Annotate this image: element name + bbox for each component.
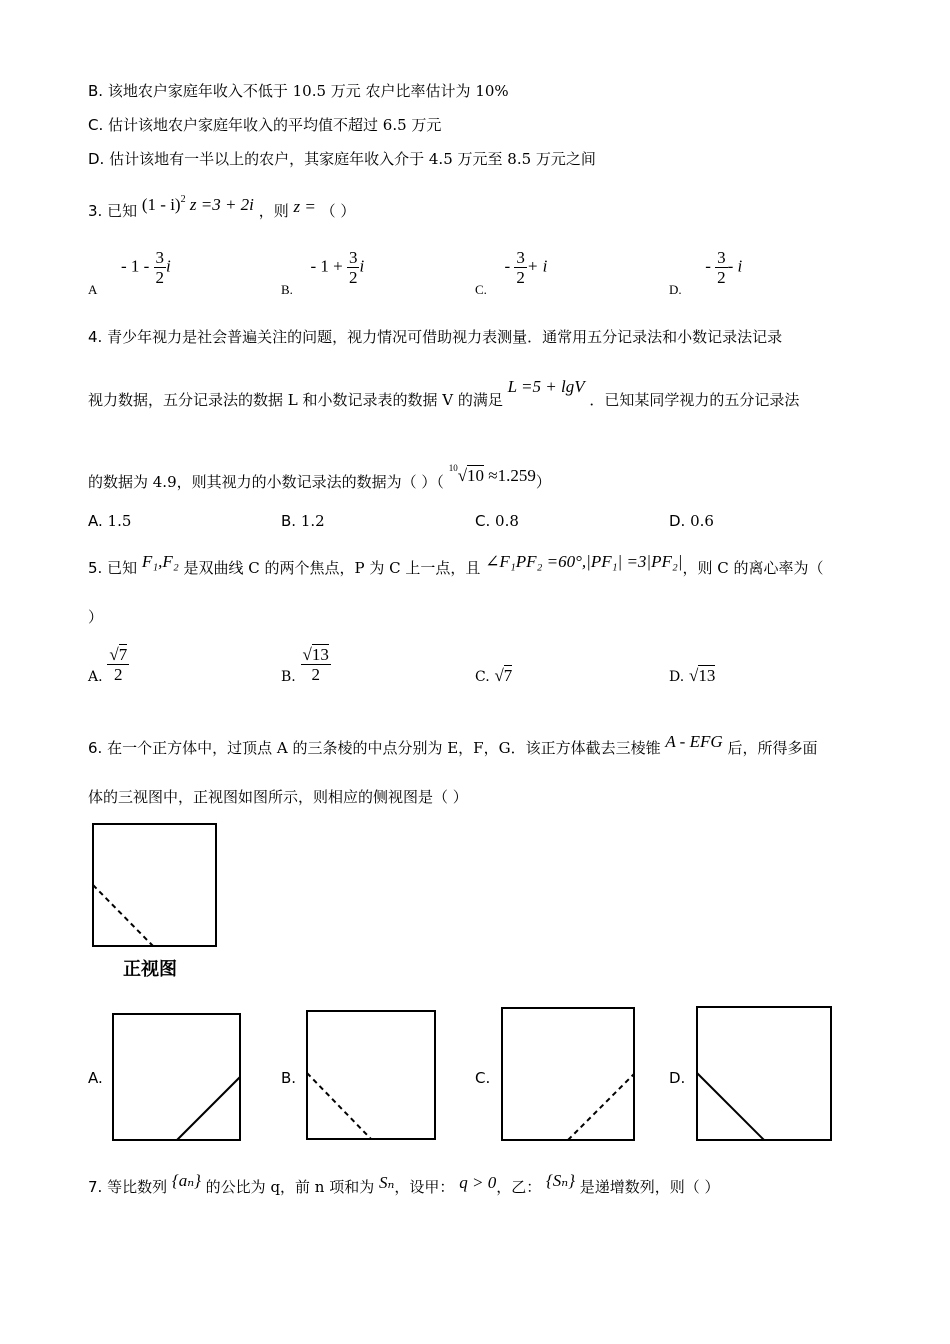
question-text: 的数据为 4.9，则其视力的小数记录法的数据为（ ）（: [88, 473, 444, 491]
question-5: [88, 552, 824, 578]
question-text: 视力数据，五分记录法的数据 L 和小数记录表的数据 V 的满足: [88, 391, 503, 409]
fraction: [347, 248, 360, 287]
q3-option-b: [281, 248, 365, 297]
root-expression: √7: [494, 666, 513, 685]
q5-option-b: [281, 645, 331, 693]
question-4-line-1: [88, 327, 782, 347]
option-text: 1.5: [107, 512, 132, 530]
question-text: 是双曲线 C 的两个焦点，P 为 C 上一点，且: [183, 559, 481, 577]
radicand: 13: [698, 666, 716, 685]
q6-option-d-figure: [696, 1006, 832, 1141]
option-trail: i: [166, 256, 171, 276]
option-label: C.: [475, 281, 487, 297]
option-label: B.: [281, 281, 293, 297]
question-number: 6.: [88, 739, 103, 757]
answer-blank: （ ）: [320, 202, 356, 220]
front-view-square: [93, 824, 216, 946]
option-text: 0.6: [690, 512, 714, 530]
question-4-line-2: [88, 377, 800, 410]
equation: [142, 195, 254, 214]
view-square: [113, 1014, 240, 1140]
q4-option-b: [281, 511, 325, 531]
question-7: [88, 1171, 720, 1197]
dashed-edge: [568, 1074, 634, 1140]
question-number: 3.: [88, 202, 103, 220]
option-text: 该地农户家庭年收入不低于 10.5 万元 农户比率估计为 10%: [107, 82, 509, 100]
option-label: D.: [88, 150, 105, 168]
question-6-line-2: 体的三视图中，正视图如图所示，则相应的侧视图是（ ）: [88, 788, 468, 806]
numerator: 3: [717, 248, 726, 267]
question-text: ）: [535, 473, 551, 491]
denominator: 2: [516, 268, 525, 287]
numerator: 3: [516, 248, 525, 267]
question-text: ，设甲：: [394, 1178, 455, 1196]
option-label: D.: [669, 669, 685, 685]
denominator: 2: [114, 665, 123, 684]
option-label: B.: [281, 668, 296, 685]
view-square: [697, 1007, 831, 1140]
q5-option-a: [88, 645, 129, 693]
option-lead: - 1 -: [120, 256, 154, 276]
option-text: 1.2: [300, 512, 325, 530]
q6-option-b-label: B.: [281, 1069, 297, 1087]
question-text: ．已知某同学视力的五分记录法: [589, 391, 800, 409]
dashed-edge: [307, 1073, 371, 1139]
q4-option-a: [88, 511, 131, 531]
question-3: [88, 196, 355, 221]
denominator: 2: [311, 665, 320, 684]
sequence: {aₙ}: [171, 1171, 201, 1190]
question-6-line-1: [88, 732, 818, 758]
q2-option-c: [88, 115, 441, 135]
radicand: 7: [118, 645, 128, 664]
option-label: B.: [281, 512, 297, 530]
fraction: [514, 248, 527, 287]
question-text: 的公比为 q，前 n 项和为: [205, 1178, 375, 1196]
solid-edge: [697, 1073, 764, 1140]
fraction: [154, 248, 167, 287]
q3-option-a: [88, 248, 171, 297]
question-number: 7.: [88, 1178, 103, 1196]
fraction: [301, 645, 331, 684]
option-lead: -: [504, 256, 515, 276]
question-text: 已知: [107, 202, 138, 220]
approx-value: ≈1.259: [488, 466, 536, 485]
question-number: 5.: [88, 559, 103, 577]
option-text: 0.8: [495, 512, 519, 530]
q5-option-d: [669, 666, 715, 687]
condition: q > 0: [459, 1173, 497, 1192]
q4-option-d: [669, 511, 714, 531]
denominator: 2: [348, 268, 358, 287]
option-label: A.: [88, 668, 103, 685]
question-text: 在一个正方体中，过顶点 A 的三条棱的中点分别为 E，F，G．该正方体截去三棱锥: [107, 739, 661, 757]
option-label: A.: [88, 512, 103, 530]
radicand: 7: [503, 666, 513, 685]
q5-option-c: [475, 666, 512, 687]
option-text: 估计该地有一半以上的农户，其家庭年收入介于 4.5 万元至 8.5 万元之间: [109, 150, 596, 168]
numerator: √7: [109, 645, 128, 664]
view-square: [502, 1008, 634, 1140]
option-label: C.: [475, 512, 491, 530]
denominator: 2: [717, 268, 726, 287]
question-text: 后，所得多面: [727, 739, 818, 757]
radicand: 13: [311, 645, 329, 664]
eq-exponent: 2: [180, 194, 186, 205]
root-index: 10: [448, 463, 458, 473]
root-expression: $^{10}$√10 ≈1.259: [448, 463, 536, 485]
question-text: ，则 C 的离心率为（: [682, 559, 824, 577]
question-text: 是递增数列，则（ ）: [579, 1178, 720, 1196]
q6-option-a-label: A.: [88, 1069, 103, 1087]
fraction: [107, 645, 129, 684]
question-number: 4.: [88, 328, 103, 346]
formula: L =5 + lgV: [507, 377, 585, 396]
question-text: ，则: [258, 202, 289, 220]
root-expression: √13: [688, 666, 716, 685]
q2-option-d: [88, 149, 596, 169]
pyramid-label: A - EFG: [665, 732, 723, 751]
question-4-line-3: [88, 464, 551, 492]
option-label: C.: [88, 116, 104, 134]
option-trail: - i: [727, 256, 743, 276]
eq-part: z =3 + 2i: [189, 195, 254, 214]
q4-option-c: [475, 511, 519, 531]
q2-option-b: [88, 81, 509, 101]
q3-option-d: [669, 248, 743, 297]
option-label: B.: [88, 82, 104, 100]
solid-edge: [177, 1077, 240, 1140]
q6-option-a-figure: [112, 1013, 242, 1141]
eq-part: (1 - i): [141, 195, 181, 214]
numerator: √13: [302, 645, 329, 664]
unknown-z: z =: [293, 197, 316, 216]
partial-sum: Sₙ: [379, 1173, 395, 1192]
foci: F₁,F₂: [141, 552, 179, 571]
q6-option-c-label: C.: [475, 1069, 491, 1087]
option-label: D.: [669, 512, 686, 530]
view-square: [307, 1011, 435, 1139]
fraction: [715, 248, 728, 287]
option-trail: + i: [526, 256, 548, 276]
question-5-close: ）: [88, 608, 104, 626]
option-lead: -: [705, 256, 716, 276]
q6-option-d-label: D.: [669, 1069, 686, 1087]
radicand: 10: [467, 466, 485, 485]
q6-option-b-figure: [306, 1010, 437, 1140]
option-lead: - 1 +: [310, 256, 347, 276]
q3-option-c: [475, 248, 548, 297]
option-label: C.: [475, 669, 490, 685]
q6-option-c-figure: [501, 1007, 635, 1141]
denominator: 2: [155, 268, 165, 287]
front-view-figure: [92, 823, 218, 948]
question-text: 青少年视力是社会普遍关注的问题，视力情况可借助视力表测量．通常用五分记录法和小数记录法记录: [107, 328, 783, 346]
numerator: 3: [155, 248, 165, 267]
front-view-dashed-edge: [93, 885, 153, 946]
sum-sequence: {Sₙ}: [546, 1171, 575, 1190]
option-label: A: [88, 281, 98, 297]
condition: ∠F₁PF₂ =60°,|PF₁| =3|PF₂|: [485, 552, 683, 571]
option-text: 估计该地农户家庭年收入的平均值不超过 6.5 万元: [108, 116, 442, 134]
front-view-caption: 正视图: [123, 959, 177, 980]
question-text: 等比数列: [107, 1178, 168, 1196]
question-text: ，乙：: [496, 1178, 542, 1196]
option-label: D.: [669, 281, 682, 297]
numerator: 3: [348, 248, 358, 267]
question-text: 已知: [107, 559, 138, 577]
option-trail: i: [359, 256, 365, 276]
